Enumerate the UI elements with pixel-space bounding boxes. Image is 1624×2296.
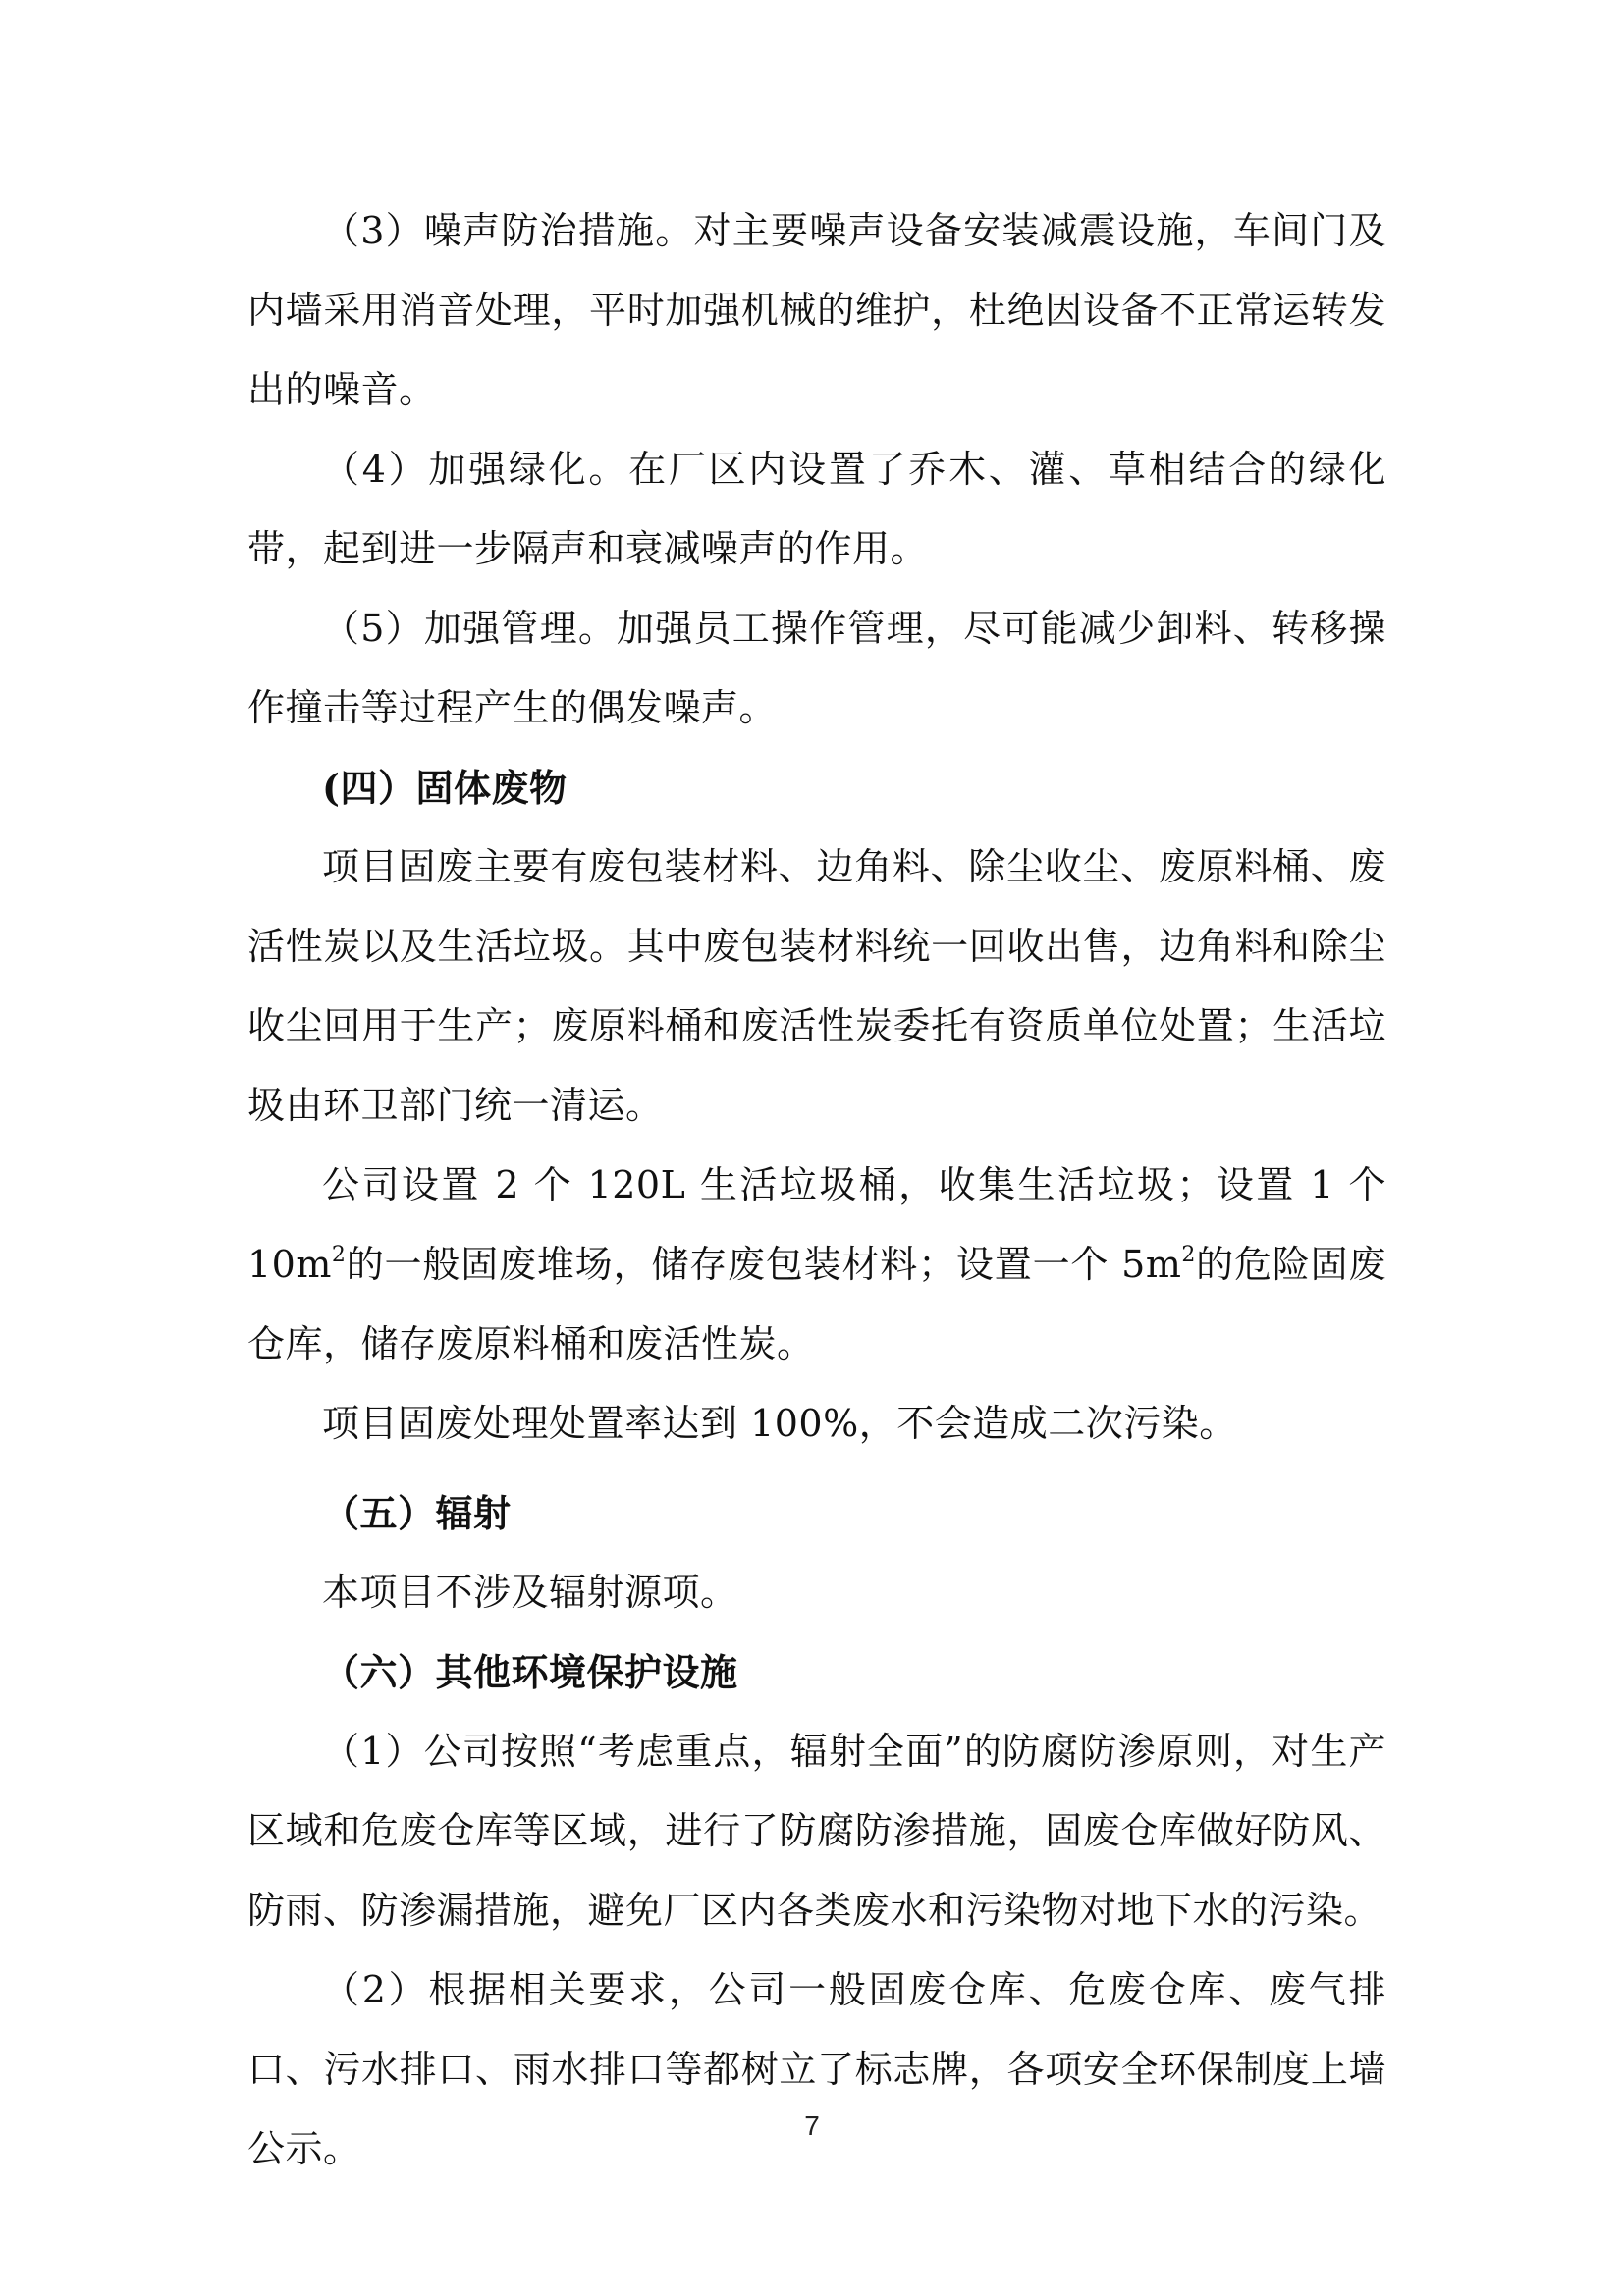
noise-measure-3: （3）噪声防治措施。对主要噪声设备安装减震设施，车间门及内墙采用消音处理，平时加强机械的维护，杜绝因设备不正常运转发出的噪音。 xyxy=(247,209,1386,411)
solid-waste-paragraph-2 xyxy=(247,1146,1386,1384)
radiation-paragraph: 本项目不涉及辐射源项。 xyxy=(322,1571,738,1614)
noise-measure-4: （4）加强绿化。在厂区内设置了乔木、灌、草相结合的绿化带，起到进一步隔声和衰减噪声的作用。 xyxy=(247,448,1386,570)
page-content xyxy=(247,191,1386,2189)
noise-measure-5: （5）加强管理。加强员工操作管理，尽可能减少卸料、转移操作撞击等过程产生的偶发噪声。 xyxy=(247,607,1386,729)
section-heading-other-facilities: （六）其他环境保护设施 xyxy=(322,1650,738,1694)
superscript-2: 2 xyxy=(1181,1243,1196,1267)
other-facility-item-2: （2）根据相关要求，公司一般固废仓库、危废仓库、废气排口、污水排口、雨水排口等都树立了标志牌，各项安全环保制度上墙公示。 xyxy=(247,1968,1386,2170)
section-heading-solid-waste: (四）固体废物 xyxy=(322,766,568,810)
solid-waste-p2-part-b: 的一般固废堆场，储存废包装材料；设置一个 5m xyxy=(346,1243,1182,1286)
section-heading-radiation: （五）辐射 xyxy=(322,1491,512,1535)
page-number: 7 xyxy=(804,2110,820,2141)
other-facility-item-1: （1）公司按照“考虑重点，辐射全面”的防腐防渗原则，对生产区域和危废仓库等区域，进行了防腐防渗措施，固废仓库做好防风、防雨、防渗漏措施，避免厂区内各类废水和污染物对地下水的污染。 xyxy=(247,1730,1386,1932)
superscript-2: 2 xyxy=(331,1243,347,1267)
solid-waste-p2-part-c: 的危险固废仓库，储存废原料桶和废活性炭。 xyxy=(247,1243,1386,1365)
solid-waste-paragraph-3: 项目固废处理处置率达到 100%，不会造成二次污染。 xyxy=(322,1402,1237,1445)
solid-waste-paragraph-1: 项目固废主要有废包装材料、边角料、除尘收尘、废原料桶、废活性炭以及生活垃圾。其中废包装材料统一回收出售，边角料和除尘收尘回用于生产；废原料桶和废活性炭委托有资质单位处置；生活垃圾由环卫部门统一清运。 xyxy=(247,845,1386,1127)
solid-waste-p2-part-a: 公司设置 2 个 120L 生活垃圾桶，收集生活垃圾；设置 1 个 10m xyxy=(247,1163,1386,1286)
